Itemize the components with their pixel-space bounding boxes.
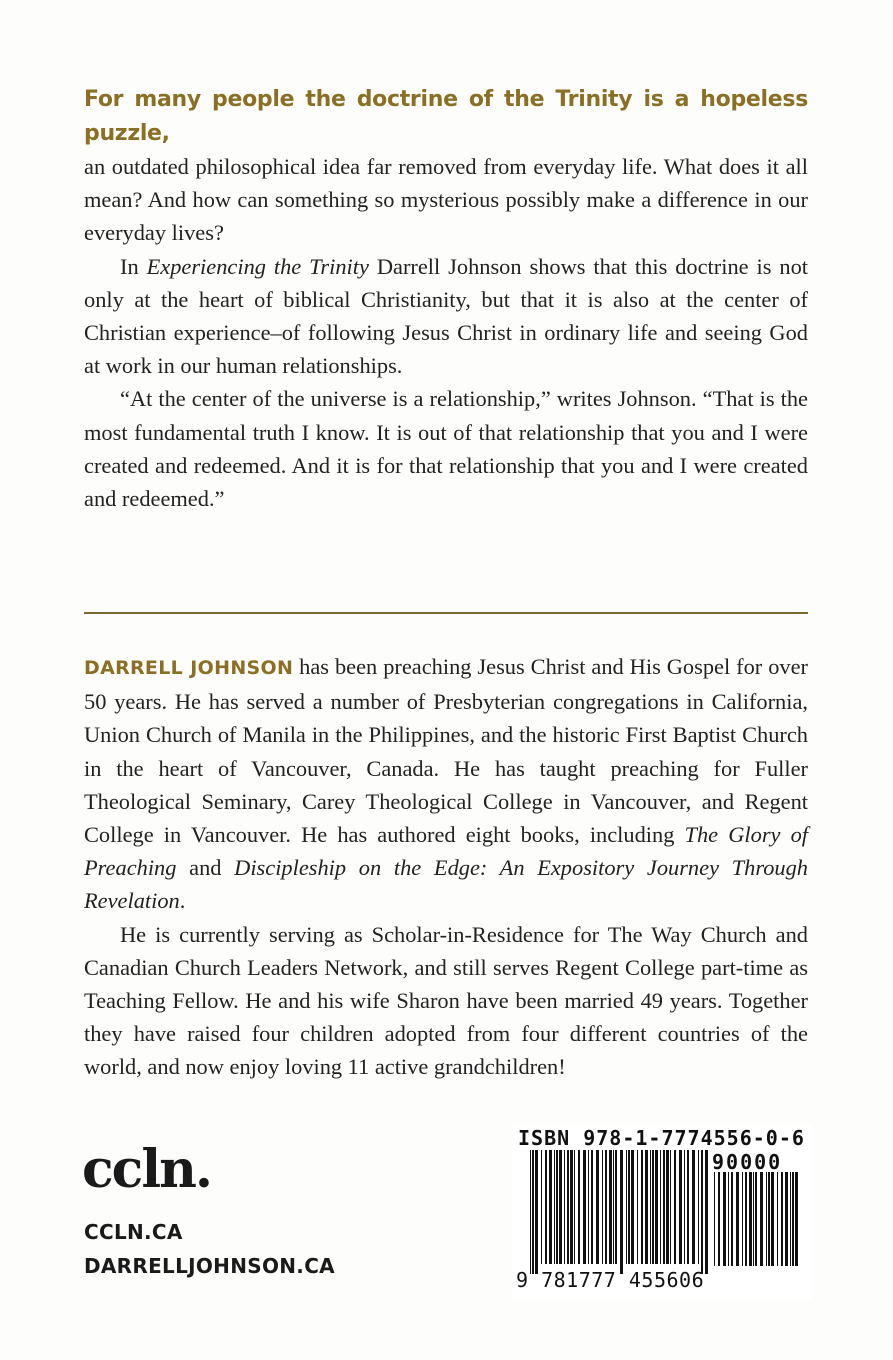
barcode-bar	[753, 1172, 754, 1266]
barcode-bar	[755, 1172, 757, 1266]
barcode-bar	[602, 1150, 603, 1264]
barcode-bar	[760, 1172, 763, 1266]
barcode-bar	[641, 1150, 643, 1264]
barcode-bar	[570, 1150, 573, 1264]
barcode-bar	[749, 1172, 752, 1266]
barcode-bar	[795, 1172, 798, 1266]
barcode-bar	[567, 1150, 569, 1264]
blurb-section	[84, 82, 808, 515]
barcode-bar	[731, 1172, 733, 1266]
barcode-bar	[535, 1150, 538, 1274]
barcode-bar	[684, 1150, 685, 1264]
barcode-bar	[652, 1150, 654, 1264]
barcode-bar	[631, 1150, 634, 1264]
barcode-bar	[692, 1150, 695, 1264]
ean-digits: 9 781777 455606	[516, 1268, 705, 1292]
bio-p1-text: has been preaching Jesus Christ and His Gospel for over 50 years. He has served a number of Presbyterian congregations in California, Union Church of Manila in the Philippines, and the historic First Baptist Church in the heart of Vancouver, Canada. He has taught preaching for Fuller Theological Seminary, Carey Theological College in Vancouver, and Regent College in Vancouver. He has authored eight books, including	[84, 654, 809, 848]
addon-digits: 90000	[712, 1150, 783, 1174]
barcode-bar	[666, 1150, 669, 1264]
ean-barcode	[530, 1150, 730, 1274]
publisher-link[interactable]: CCLN.CA	[84, 1220, 183, 1244]
barcode-bar	[698, 1150, 699, 1264]
barcode-bar	[736, 1172, 739, 1266]
blurb-paragraph-2	[84, 250, 808, 383]
barcode-bar	[785, 1172, 788, 1266]
barcode-bar	[530, 1150, 531, 1274]
barcode-bar	[583, 1150, 586, 1264]
barcode-bar	[545, 1150, 547, 1264]
bio-paragraph-2: He is currently serving as Scholar-in-Residence for The Way Church and Canadian Church Leaders Network, and still serves Regent College part-time as Teaching Fellow. He and his wife Sharon have been married 49 years. Together they have raised four children adopted from four different countries of the world, and now enjoy loving 11 active grandchildren!	[84, 921, 808, 1080]
book-title-glory: The Glory of Preaching	[84, 822, 809, 881]
barcode-bar	[626, 1150, 627, 1264]
barcode-bar	[742, 1172, 743, 1266]
blurb-p2-pre: In	[120, 253, 147, 279]
barcode-bar	[588, 1150, 589, 1264]
barcode-bar	[663, 1150, 665, 1264]
barcode-bar	[554, 1150, 555, 1264]
barcode-bar	[790, 1172, 791, 1266]
barcode-bar	[613, 1150, 614, 1264]
barcode-bar	[781, 1172, 783, 1266]
barcode-bar	[574, 1150, 575, 1264]
author-bio	[84, 650, 808, 1084]
barcode-bar	[605, 1150, 607, 1264]
blurb-paragraph-1	[84, 82, 808, 250]
section-divider	[84, 612, 808, 614]
bio-and: and	[176, 855, 235, 881]
barcode-bar	[645, 1150, 648, 1264]
bio-end: .	[179, 888, 186, 914]
barcode-bar	[591, 1150, 593, 1264]
barcode-bar	[674, 1150, 676, 1264]
barcode-bar	[718, 1172, 720, 1266]
barcode-bar	[705, 1150, 708, 1274]
barcode-bar	[559, 1150, 562, 1264]
barcode-bar	[609, 1150, 612, 1264]
book-title-discipleship: Discipleship on the Edge: An Expository Journey Through Revelation	[84, 855, 808, 914]
barcode-bar	[679, 1150, 682, 1264]
barcode-bar	[596, 1150, 599, 1264]
barcode-bar	[714, 1172, 715, 1266]
bio-paragraph-1	[84, 650, 808, 918]
barcode-bar	[766, 1172, 767, 1266]
barcode-bar	[655, 1150, 658, 1264]
barcode-bar	[541, 1150, 542, 1264]
publisher-logo: ccln.	[82, 1139, 211, 1200]
barcode-bar	[771, 1172, 774, 1266]
barcode-bar	[615, 1150, 617, 1264]
barcode-bar	[578, 1150, 580, 1264]
barcode-bar	[620, 1150, 623, 1274]
blurb-p1-text: an outdated philosophical idea far removed from everyday life. What does it all mean? And how can something so mysterious possibly make a difference in our everyday lives?	[84, 154, 808, 246]
blurb-p2-post: Darrell Johnson shows that this doctrine is not only at the heart of biblical Christianity, but that it is also at the center of Christian experience–of following Jesus Christ in ordinary life and seeing God at work in our human relationships.	[84, 253, 808, 379]
barcode-bar	[728, 1172, 729, 1266]
barcode-bar	[768, 1172, 770, 1266]
barcode-bar	[723, 1172, 726, 1266]
barcode-bar	[687, 1150, 689, 1264]
author-link[interactable]: DARRELLJOHNSON.CA	[84, 1254, 335, 1278]
author-name: DARRELL JOHNSON	[84, 657, 294, 679]
addon-barcode	[714, 1172, 800, 1276]
barcode-bar	[637, 1150, 638, 1264]
barcode-bar	[564, 1150, 565, 1264]
barcode-bar	[549, 1150, 552, 1264]
barcode-bar	[660, 1150, 661, 1264]
barcode-bar	[628, 1150, 630, 1264]
isbn-label: ISBN 978-1-7774556-0-6	[518, 1126, 805, 1150]
barcode-bar	[650, 1150, 651, 1264]
book-title-experiencing: Experiencing the Trinity	[146, 253, 369, 279]
blurb-headline: For many people the doctrine of the Trinity is a hopeless puzzle,	[84, 87, 808, 146]
blurb-paragraph-3: “At the center of the universe is a relationship,” writes Johnson. “That is the most fundamental truth I know. It is out of that relationship that you and I were created and redeemed. And it is for that relationship that you and I were created and redeemed.”	[84, 386, 808, 512]
barcode-bar	[556, 1150, 558, 1264]
barcode-bar	[670, 1150, 671, 1264]
barcode-bar	[701, 1150, 703, 1274]
barcode-bar	[745, 1172, 747, 1266]
barcode-bar	[532, 1150, 534, 1274]
barcode-bar	[792, 1172, 794, 1266]
barcode-bar	[777, 1172, 778, 1266]
